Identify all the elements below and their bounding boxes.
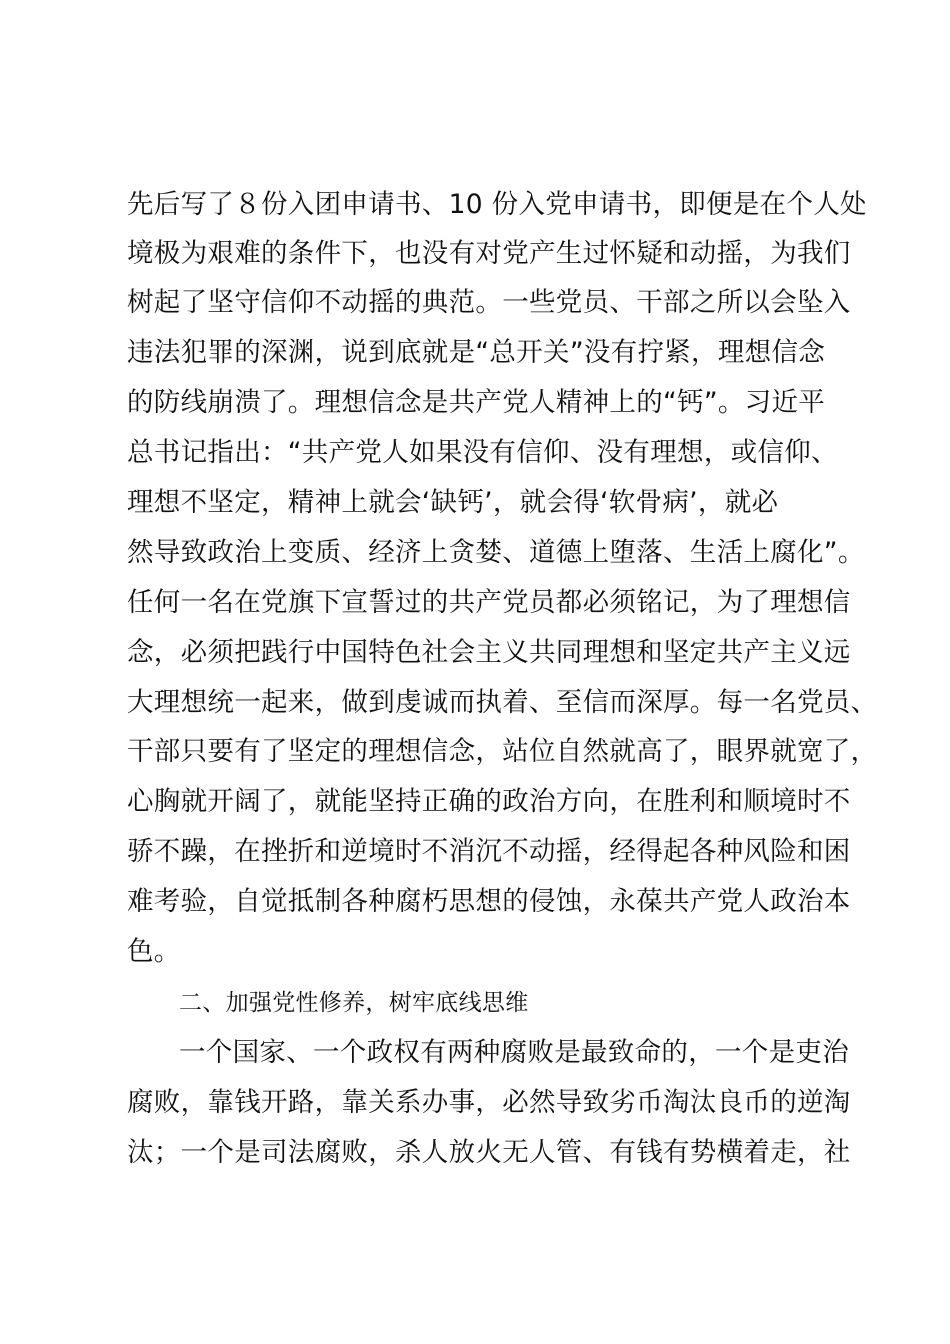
paragraph-line: 境极为艰难的条件下，也没有对党产生过怀疑和动摇，为我们 [127,238,851,269]
paragraph-line: 骄不躁，在挫折和逆境时不消沉不动摇，经得起各种风险和困 [127,836,851,867]
paragraph-line: 先后写了８份入团申请书、10 份入党申请书，即便是在个人处 [127,189,867,220]
paragraph-line: 汰；一个是司法腐败，杀人放火无人管、有钱有势横着走，社 [127,1137,851,1168]
paragraph-line: 树起了坚守信仰不动摇的典范。一些党员、干部之所以会坠入 [127,287,851,318]
section-heading: 二、加强党性修养，树牢底线思维 [179,990,529,1016]
paragraph-line: 难考验，自觉抵制各种腐朽思想的侵蚀，永葆共产党人政治本 [127,886,851,917]
paragraph-line: 然导致政治上变质、经济上贪婪、道德上堕落、生活上腐化”。 [127,537,865,568]
paragraph-line: 总书记指出：“共产党人如果没有信仰、没有理想，或信仰、 [127,437,838,468]
paragraph-line: 色。 [127,936,181,967]
paragraph-line: 心胸就开阔了，就能坚持正确的政治方向，在胜利和顺境时不 [127,786,851,817]
paragraph-line: 大理想统一起来，做到虔诚而执着、至信而深厚。每一名党员、 [127,687,878,718]
paragraph-line: 的防线崩溃了。理想信念是共产党人精神上的“钙”。习近平 [127,387,826,418]
paragraph-line: 干部只要有了坚定的理想信念，站位自然就高了，眼界就宽了， [127,736,878,767]
paragraph-line: 任何一名在党旗下宣誓过的共产党员都必须铭记，为了理想信 [127,587,851,618]
paragraph-line: 念，必须把践行中国特色社会主义共同理想和坚定共产主义远 [127,637,851,668]
paragraph-line: 理想不坚定，精神上就会‘缺钙’，就会得‘软骨病’，就必 [127,487,779,518]
paragraph-line: 腐败，靠钱开路，靠关系办事，必然导致劣币淘汰良币的逆淘 [127,1087,851,1118]
paragraph-line: 违法犯罪的深渊，说到底就是“总开关”没有拧紧，理想信念 [127,337,826,368]
paragraph-line: 一个国家、一个政权有两种腐败是最致命的，一个是吏治 [179,1037,849,1068]
